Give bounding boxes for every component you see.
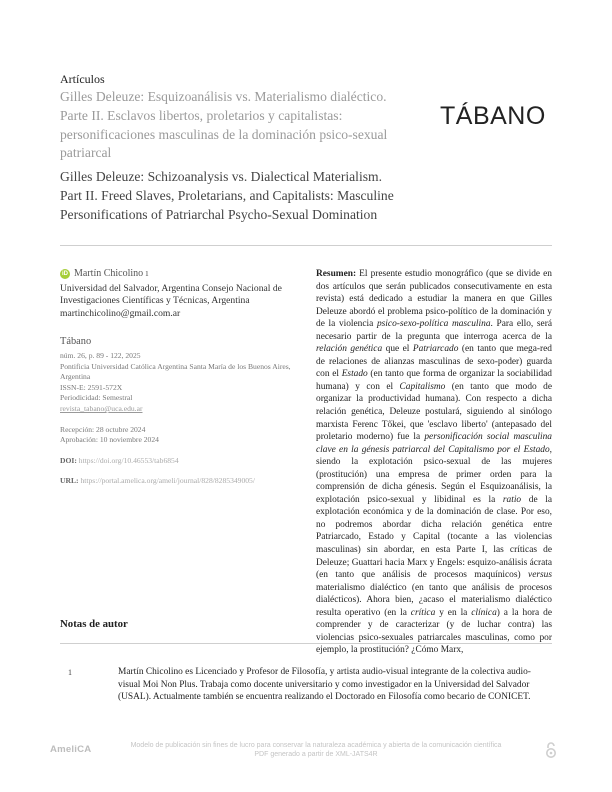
abstract-emphasis: psico-sexo-política masculina bbox=[376, 319, 491, 330]
abstract-text: (en tanto que mega-red de relaciones de alianzas masculinas de sexo-poder) guarda con el bbox=[316, 344, 552, 380]
author-affiliation: Universidad del Salvador, Argentina Consejo Nacional de Investigaciones Científicas y Técnicas, Argentina bbox=[60, 282, 282, 307]
abstract-emphasis: Patriarcado bbox=[412, 344, 459, 355]
abstract-label: Resumen: bbox=[316, 269, 357, 279]
author-notes-title: Notas de autor bbox=[60, 618, 128, 630]
abstract bbox=[316, 268, 552, 657]
author-line bbox=[60, 268, 306, 281]
journal-issn: ISSN-E: 2591-572X bbox=[60, 382, 123, 392]
footer-line-2: PDF generado a partir de XML-JATS4R bbox=[254, 751, 378, 759]
url-link[interactable]: https://portal.amelica.org/ameli/journal/828/8285349005/ bbox=[80, 476, 255, 486]
abstract-emphasis: Capitalismo bbox=[399, 381, 446, 392]
abstract-text: ) a la hora de comprender y de caracterizar (y de luchar contra) las violencias psico-sexuales patriarcales masculinas, como por ejemplo, la prostitución? ¿Cómo Marx, bbox=[316, 607, 552, 656]
abstract-emphasis: personificación social masculina clave en la génesis patriarcal del Capitalismo por el Estado bbox=[316, 432, 552, 455]
abstract-text: que el bbox=[382, 344, 413, 355]
note-number: 1 bbox=[68, 668, 72, 677]
author-email[interactable]: martinchicolino@gmail.com.ar bbox=[60, 307, 181, 319]
abstract-text: . Para ello, será necesario partir de la pregunta que interroga acerca de la bbox=[316, 319, 553, 342]
abstract-emphasis: ratio bbox=[502, 494, 522, 505]
article-dates bbox=[60, 425, 306, 446]
author-note-ref[interactable]: 1 bbox=[145, 270, 149, 278]
doi-link[interactable]: https://doi.org/10.46553/tab6854 bbox=[78, 455, 179, 465]
journal-publisher: Pontificia Universidad Católica Argentina Santa María de los Buenos Aires, Argentina bbox=[60, 361, 291, 382]
abstract-emphasis: relación genética bbox=[316, 344, 383, 355]
abstract-emphasis: clínica bbox=[471, 607, 497, 618]
abstract-emphasis: crítica bbox=[410, 607, 436, 618]
journal-logo: TÁBANO bbox=[440, 102, 546, 130]
url-row bbox=[60, 476, 306, 487]
received-date: Recepción: 28 octubre 2024 bbox=[60, 424, 146, 434]
abstract-emphasis: Estado bbox=[341, 369, 368, 380]
author-name: Martín Chicolino bbox=[74, 268, 144, 279]
note-text: Martín Chicolino es Licenciado y Profesor de Filosofía, y artista audio-visual integrante de la colectiva audio-visual Moi Non Plus. Trabaja como docente universitario y como investigador en la Universidad del Salvador (USAL). Actualmente también se encuentra realizando el Doctorado en Filosofía como becario de CONICET. bbox=[118, 667, 531, 703]
abstract-text: (en tanto que modo de organizar la productividad humana). Con respecto a dicha relación genética, Deleuze postulará, siguiendo al sinólogo marxista Ferenc Tőkei, que 'esclavo liberto' (antepasado del proletario moderno) fue la bbox=[316, 381, 552, 443]
abstract-emphasis: versus bbox=[528, 570, 552, 581]
article-metadata bbox=[60, 268, 306, 487]
title-english: Gilles Deleuze: Schizoanalysis vs. Dialectical Materialism. Part II. Freed Slaves, Proletarians, and Capitalists: Masculine Personifications of Patriarchal Psycho-Sexual Domination bbox=[60, 169, 394, 222]
notes-divider bbox=[60, 643, 552, 644]
abstract-text: y en la bbox=[435, 607, 472, 618]
journal-email[interactable]: revista_tabano@uca.edu.ar bbox=[60, 403, 143, 413]
title-spanish: Gilles Deleuze: Esquizoanálisis vs. Materialismo dialéctico. Parte II. Esclavos libertos, proletarios y capitalistas: personificaciones masculinas de la dominación psico-sexual patriarcal bbox=[60, 89, 388, 161]
abstract-text: materialismo dialéctico (en tanto que análisis de procesos dialécticos). Ahora bien, ¿acaso el materialismo dialéctico resulta operativo (en la bbox=[316, 582, 552, 618]
abstract-text: , siendo la explotación psico-sexual de las mujeres (prostitución) una empresa de primer orden para la comprensión de dicha génesis. Según el Esquizoanálisis, la explotación psico-sexual y libidinal es la bbox=[316, 444, 552, 505]
approved-date: Aprobación: 10 noviembre 2024 bbox=[60, 435, 159, 445]
journal-issue: núm. 26, p. 89 - 122, 2025 bbox=[60, 350, 141, 360]
abstract-text: (en tanto que forma de organizar la sociabilidad humana) y con el bbox=[316, 369, 552, 392]
amelica-logo[interactable]: AmeliCA bbox=[50, 744, 92, 755]
orcid-icon[interactable]: iD bbox=[62, 271, 68, 278]
journal-name: Tábano bbox=[60, 336, 92, 348]
journal-periodicity: Periodicidad: Semestral bbox=[60, 393, 133, 403]
abstract-text: de la explotación económica y de la dominación de clase. Por eso, no podremos abordar dicha relación genética entre Patriarcado, Estado y Capital (tocante a las violencias masculinas) sin abordar, en esta Parte I, las críticas de Deleuze; Guattari hacia Marx y Engels: esquizo-análisis ácrata (en tanto que análisis de procesos maquínicos) bbox=[316, 494, 552, 581]
footer-line-1: Modelo de publicación sin fines de lucro para conservar la naturaleza académica y abierta de la comunicación científica bbox=[130, 742, 502, 749]
abstract-text: El presente estudio monográfico (que se divide en dos artículos que serán publicados consecutivamente en esta revista) está dedicado a estudiar la manera en que Gilles Deleuze abordó el problema psico-político de la dominación y de la violencia bbox=[316, 269, 552, 330]
section-label: Artículos bbox=[60, 72, 105, 86]
doi-row bbox=[60, 456, 306, 467]
url-label: URL: bbox=[60, 476, 79, 486]
header-divider bbox=[60, 245, 552, 246]
doi-label: DOI: bbox=[60, 455, 77, 465]
journal-details bbox=[60, 351, 306, 415]
footer-text bbox=[120, 741, 512, 760]
abstract-body bbox=[316, 269, 552, 655]
open-access-icon[interactable] bbox=[544, 741, 558, 759]
